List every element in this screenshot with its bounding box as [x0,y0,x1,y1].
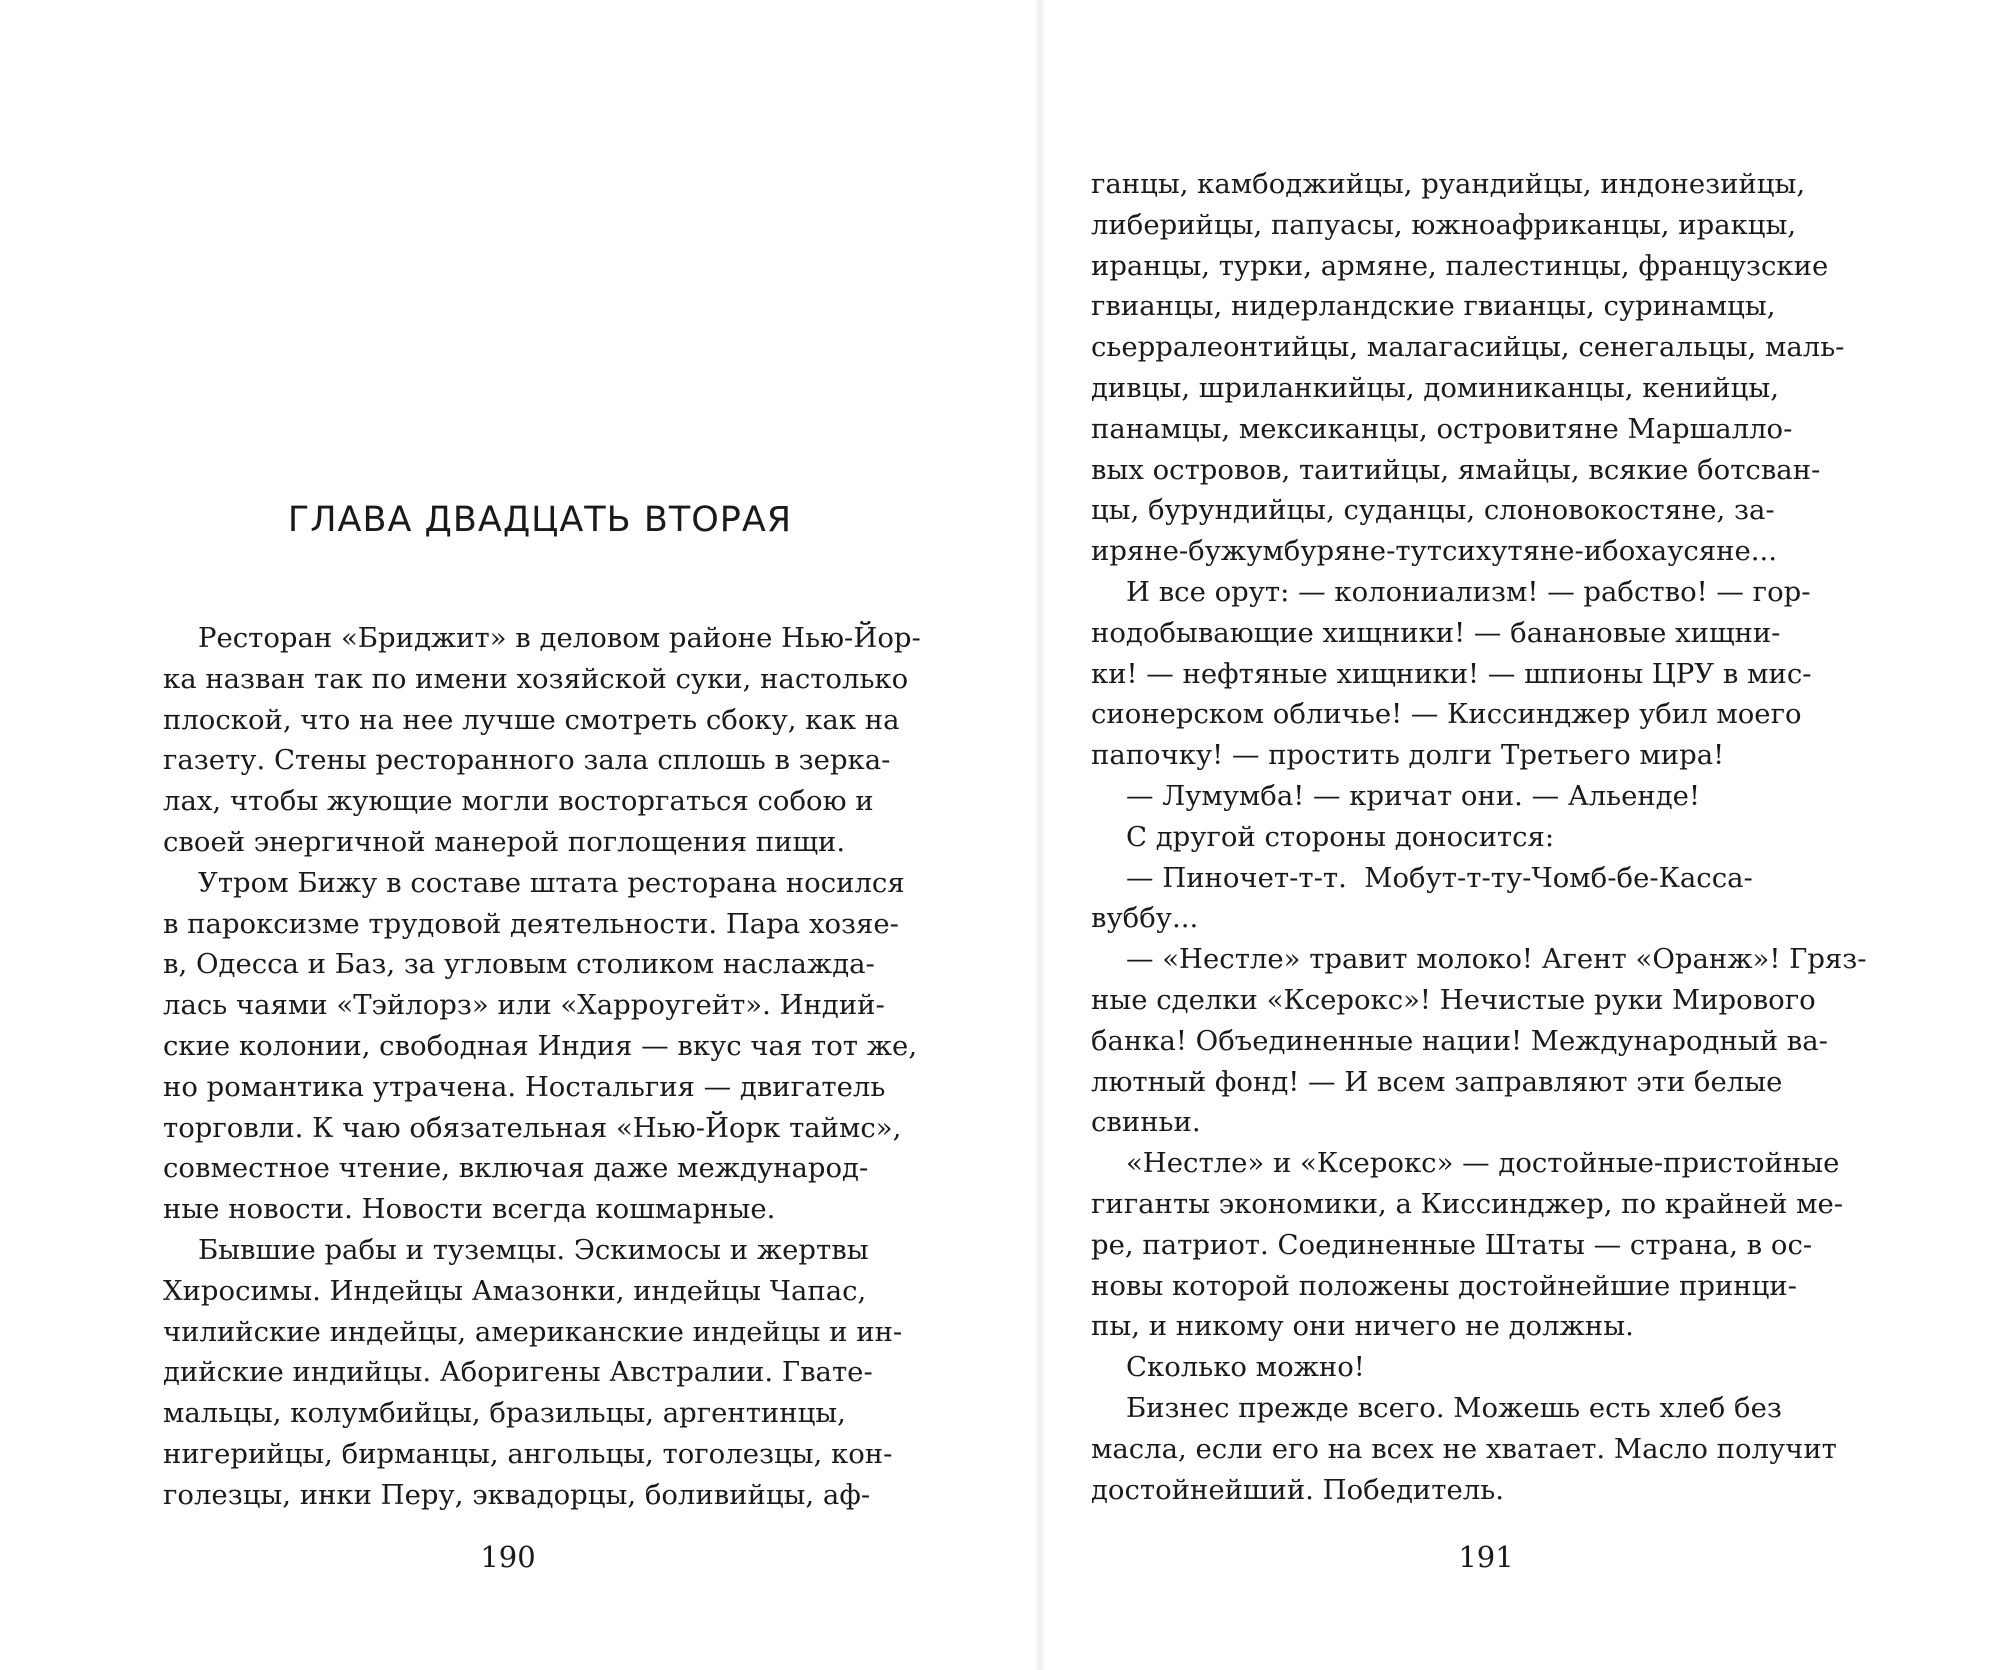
text-line: Бывшие рабы и туземцы. Эскимосы и жертвы [163,1233,869,1266]
text-line: — «Нестле» травит молоко! Агент «Оранж»! Гряз- [1091,943,1867,976]
text-line: торговли. К чаю обязательная «Нью-Йорк таймс», [163,1111,902,1144]
text-line: мальцы, колумбийцы, бразильцы, аргентинцы, [163,1397,846,1430]
text-line: нигерийцы, бирманцы, ангольцы, тоголезцы, кон- [163,1437,893,1470]
text-line: «Нестле» и «Ксерокс» — достойные-пристойные [1091,1147,1840,1180]
text-line: плоской, что на нее лучше смотреть сбоку, как на [163,703,900,736]
text-line: иряне-бужумбуряне-тутсихутяне-ибохаусяне... [1091,535,1777,568]
text-line: достойнейший. Победитель. [1091,1473,1504,1506]
text-line: дивцы, шриланкийцы, доминиканцы, кенийцы, [1091,371,1779,404]
text-line: совместное чтение, включая даже международ- [163,1152,869,1185]
text-line: голезцы, инки Перу, эквадорцы, боливийцы, аф- [163,1478,871,1511]
text-line: ские колонии, свободная Индия — вкус чая тот же, [163,1029,918,1062]
text-line: лах, чтобы жующие могли восторгаться собою и [163,785,874,818]
right-page-text [1091,164,1867,1510]
text-line: Бизнес прежде всего. Можешь есть хлеб без [1091,1391,1782,1424]
text-line: свиньи. [1091,1106,1201,1139]
text-line: банка! Объединенные нации! Международный ва- [1091,1024,1828,1057]
text-line: ка назван так по имени хозяйской суки, настолько [163,662,909,695]
text-line: панамцы, мексиканцы, островитяне Маршалло- [1091,412,1793,445]
text-line: в, Одесса и Баз, за угловым столиком наслажда- [163,948,875,981]
text-line: газету. Стены ресторанного зала сплошь в зерка- [163,744,891,777]
text-line: сионерском обличье! — Киссинджер убил моего [1091,698,1802,731]
text-line: новы которой положены достойнейшие принци- [1091,1269,1797,1302]
text-line: нодобывающие хищники! — банановые хищни- [1091,616,1781,649]
text-line: в пароксизме трудовой деятельности. Пара хозяе- [163,907,899,940]
text-line: лютный фонд! — И всем заправляют эти белые [1091,1065,1783,1098]
text-line: И все орут: — колониализм! — рабство! — гор- [1091,575,1811,608]
text-line: масла, если его на всех не хватает. Масло получит [1091,1432,1837,1465]
text-line: С другой стороны доносится: [1091,820,1555,853]
right-page [1040,0,2000,1670]
chapter-title: ГЛАВА ДВАДЦАТЬ ВТОРАЯ [287,500,793,540]
text-line: вых островов, таитийцы, ямайцы, всякие ботсван- [1091,453,1821,486]
text-line: либерийцы, папуасы, южноафриканцы, иракцы, [1091,208,1797,241]
text-line: цы, бурундийцы, суданцы, слоновокостяне, за- [1091,494,1775,527]
page-number: 191 [1458,1540,1514,1574]
text-line: — Лумумба! — кричат они. — Альенде! [1091,779,1701,812]
text-line: Утром Бижу в составе штата ресторана носился [163,866,905,899]
text-line: дийские индийцы. Аборигены Австралии. Гвате- [163,1356,873,1389]
text-line: ре, патриот. Соединенные Штаты — страна, в ос- [1091,1228,1813,1261]
text-line: ганцы, камбоджийцы, руандийцы, индонезийцы, [1091,168,1806,200]
text-line: — Пиночет-т-т. Мобут-т-ту-Чомб-бе-Касса- [1091,861,1753,894]
text-line: ные сделки «Ксерокс»! Нечистые руки Мирового [1091,983,1816,1016]
text-line: вуббу... [1091,902,1199,935]
text-line: гвианцы, нидерландские гвианцы, суринамцы, [1091,290,1776,323]
text-line: иранцы, турки, армяне, палестинцы, французские [1091,249,1829,282]
text-line: папочку! — простить долги Третьего мира! [1091,739,1725,772]
text-line: но романтика утрачена. Ностальгия — двигатель [163,1070,886,1103]
text-line: чилийские индейцы, американские индейцы и ин- [163,1315,903,1348]
text-line: своей энергичной манерой поглощения пищи. [163,825,846,858]
page-number: 190 [480,1540,536,1574]
text-line: пы, и никому они ничего не должны. [1091,1310,1634,1343]
text-line: Ресторан «Бриджит» в деловом районе Нью-Йор- [163,622,921,654]
text-line: сьерралеонтийцы, малагасийцы, сенегальцы, маль- [1091,331,1845,364]
text-line: Сколько можно! [1091,1351,1365,1384]
text-line: гиганты экономики, а Киссинджер, по крайней ме- [1091,1187,1844,1220]
left-page-text [163,618,921,1516]
text-line: ные новости. Новости всегда кошмарные. [163,1193,776,1226]
text-line: Хиросимы. Индейцы Амазонки, индейцы Чапас, [163,1274,867,1307]
text-line: ки! — нефтяные хищники! — шпионы ЦРУ в мис- [1091,657,1812,690]
text-line: лась чаями «Тэйлорз» или «Харроугейт». Индий- [163,989,885,1022]
